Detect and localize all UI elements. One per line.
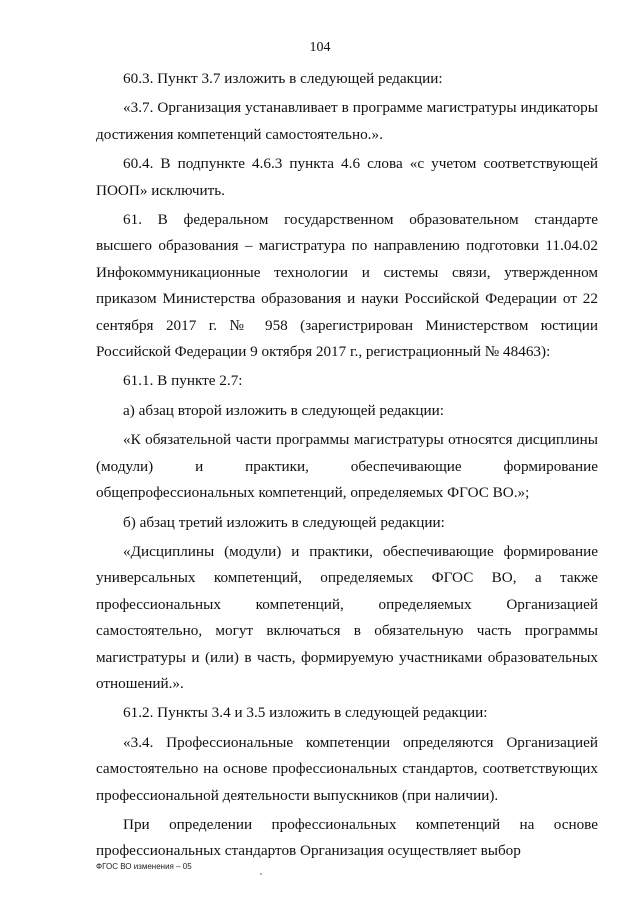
paragraph-61: 61. В федеральном государственном образовательном стандарте высшего образования – магистратура по направлению подготовки 11.04.02 Инфокоммуникационные технологии и системы связи, утвержденном приказом Министерства образования и науки Российской Федерации от 22 сентября 2017 г. № 958 (зарегистрирован Министерством юстиции Российской Федерации 9 октября 2017 г., регистрационный № 48463):	[96, 211, 598, 361]
paragraph-3-7-text: «3.7. Организация устанавливает в программе магистратуры индикаторы достижения компетенций самостоятельно.».	[96, 99, 598, 143]
page-number: 104	[309, 40, 331, 55]
paragraph-61-1: 61.1. В пункте 2.7:	[123, 372, 243, 390]
paragraph-61-1-b: б) абзац третий изложить в следующей редакции:	[123, 513, 445, 531]
paragraph-3-4-text: «3.4. Профессиональные компетенции определяются Организацией самостоятельно на основе профессиональных стандартов, соответствующих профессиональной деятельности выпускников (при наличии).	[96, 733, 598, 804]
paragraph-61-1-a-text: «К обязательной части программы магистратуры относятся дисциплины (модули) и практики, обеспечивающие формирование общепрофессиональных компетенций, определяемых ФГОС ВО.»;	[96, 431, 598, 502]
document-body	[96, 66, 598, 865]
scan-speck	[260, 873, 262, 875]
footer-note: ФГОС ВО изменения – 05	[96, 862, 192, 871]
paragraph-60-3: 60.3. Пункт 3.7 изложить в следующей редакции:	[123, 70, 443, 87]
paragraph-61-1-b-text: «Дисциплины (модули) и практики, обеспечивающие формирование универсальных компетенций, определяемых ФГОС ВО, а также профессиональных компетенций, определяемых Организацией самостоятельно, могут включаться в обязательную часть программы магистратуры и (или) в часть, формируемую участниками образовательных отношений.».	[96, 542, 598, 692]
paragraph-60-4: 60.4. В подпункте 4.6.3 пункта 4.6 слова «с учетом соответствующей ПООП» исключить.	[96, 155, 598, 199]
paragraph-61-2: 61.2. Пункты 3.4 и 3.5 изложить в следующей редакции:	[123, 704, 488, 722]
paragraph-61-1-a: а) абзац второй изложить в следующей редакции:	[123, 401, 445, 419]
paragraph-3-4-continuation: При определении профессиональных компетенций на основе профессиональных стандартов Организация осуществляет выбор	[96, 815, 598, 860]
